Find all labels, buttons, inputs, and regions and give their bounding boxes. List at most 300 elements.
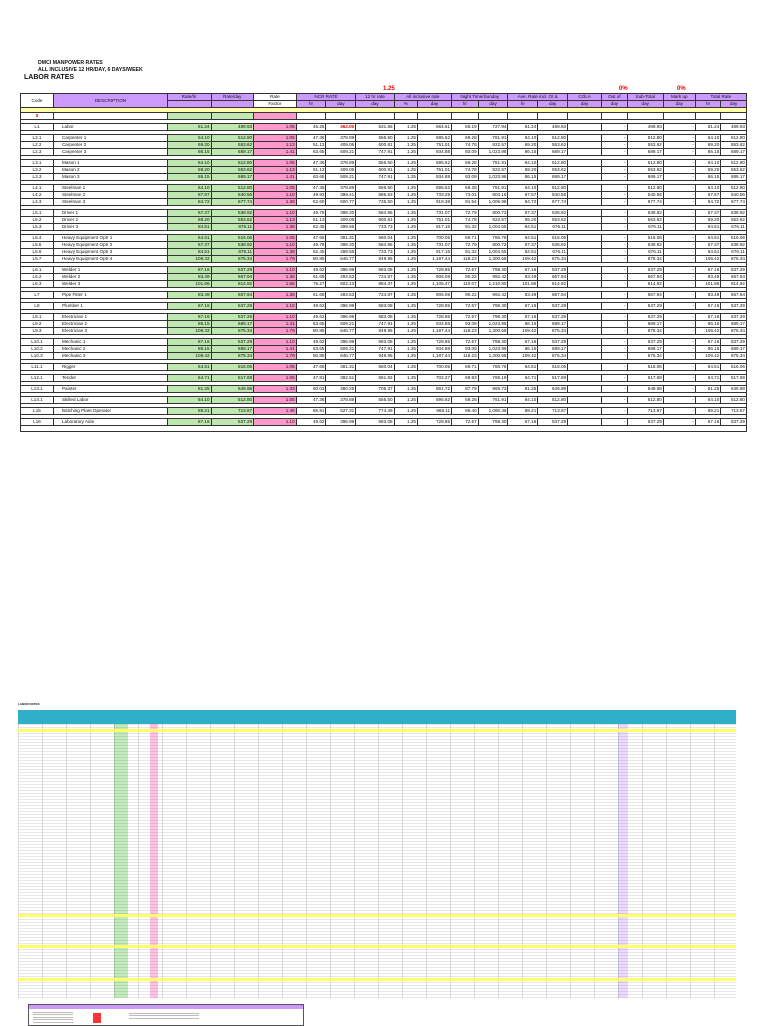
table-cell: 67.16	[508, 267, 538, 274]
table-cell: 72.57	[452, 267, 479, 274]
table-cell: 84.72	[695, 199, 721, 206]
table-cell: 1,004.55	[478, 224, 508, 231]
table-cell: 509.21	[326, 321, 356, 328]
table-cell: -	[663, 408, 695, 415]
table-cell: 512.80	[538, 160, 568, 167]
table-cell: 649.98	[211, 386, 254, 393]
table-cell: 747.91	[356, 346, 394, 353]
table-cell: 516.06	[627, 235, 663, 242]
table-cell: 1.05	[254, 124, 297, 131]
table-cell: 90.22	[452, 274, 479, 281]
table-cell	[568, 397, 602, 404]
table-row	[21, 167, 747, 174]
table-cell: 1.41	[254, 149, 297, 156]
table-cell: 689.17	[721, 321, 747, 328]
table-cell	[568, 353, 602, 360]
summary-thumbnail-text	[129, 1013, 199, 1019]
table-cell: 1.05	[254, 364, 297, 371]
table-cell: Driver 3	[53, 224, 167, 231]
table-cell: 67.16	[167, 339, 211, 346]
table-cell: 733.29	[417, 192, 451, 199]
table-cell: 1.25	[394, 328, 417, 335]
table-cell: 649.98	[538, 386, 568, 393]
table-cell: -	[602, 314, 628, 321]
table-cell: 1,105.47	[417, 281, 451, 288]
table-cell: 396.99	[326, 267, 356, 274]
table-cell: Rigger	[53, 364, 167, 371]
table-cell: 84.51	[167, 224, 211, 231]
table-cell: 516.06	[721, 235, 747, 242]
table-cell: 509.21	[326, 149, 356, 156]
table-cell: 917.16	[417, 224, 451, 231]
table-cell: 61.69	[296, 292, 326, 299]
table-cell: 84.51	[695, 249, 721, 256]
table-cell: 101.86	[167, 281, 211, 288]
table-cell: 700.05	[417, 235, 451, 242]
table-cell: 537.29	[721, 314, 747, 321]
header-rate-day: Rate/day	[211, 94, 254, 101]
table-cell: -	[663, 192, 695, 199]
table-cell: 512.80	[721, 185, 747, 192]
table-cell: L11.1	[21, 364, 54, 371]
header-mark-day: day	[663, 101, 695, 108]
table-cell: 538.92	[211, 210, 254, 217]
table-cell: 1.25	[394, 314, 417, 321]
table-cell: 1.38	[254, 249, 297, 256]
table-cell: 499.56	[326, 249, 356, 256]
table-cell: 689.17	[538, 321, 568, 328]
table-cell: 110.07	[452, 281, 479, 288]
table-cell: 949.95	[356, 353, 394, 360]
header-rate-factor: Rate	[254, 94, 297, 101]
table-row	[21, 408, 747, 415]
table-cell: 906.08	[417, 274, 451, 281]
table-cell: 747.91	[356, 149, 394, 156]
table-cell: 731.07	[417, 242, 451, 249]
table-cell: -	[602, 292, 628, 299]
table-cell: 69.20	[167, 217, 211, 224]
table-cell: 489.93	[627, 124, 663, 131]
table-cell: 489.93	[211, 124, 254, 131]
marker-125: 1.25	[383, 86, 395, 92]
table-cell: 875.34	[211, 256, 254, 263]
table-cell: Driver 2	[53, 217, 167, 224]
header-ave-rate: Ave. Rate incl. Ot &	[508, 94, 568, 101]
table-cell	[568, 419, 602, 426]
table-cell: Mason 3	[53, 174, 167, 181]
table-cell: 689.17	[627, 346, 663, 353]
table-cell: 676.11	[211, 249, 254, 256]
table-cell: 689.17	[721, 174, 747, 181]
table-cell: 81.25	[695, 386, 721, 393]
table-cell: 64.71	[508, 375, 538, 382]
table-cell: -	[663, 292, 695, 299]
table-cell: 83.49	[695, 292, 721, 299]
table-cell: 67.57	[695, 192, 721, 199]
table-cell: 69.20	[508, 217, 538, 224]
table-cell: 64.10	[167, 397, 211, 404]
table-cell: 537.29	[627, 303, 663, 310]
table-cell: 69.20	[695, 167, 721, 174]
table-cell: 93.09	[452, 149, 479, 156]
table-cell: -	[663, 167, 695, 174]
thumbnail-section-band	[18, 978, 736, 981]
table-cell: 906.08	[417, 292, 451, 299]
table-cell: 583.08	[356, 314, 394, 321]
table-cell: 689.17	[211, 174, 254, 181]
table-cell: -	[602, 386, 628, 393]
table-cell: -	[663, 346, 695, 353]
table-cell: -	[602, 217, 628, 224]
table-cell: 396.99	[326, 339, 356, 346]
table-cell: 72.57	[452, 419, 479, 426]
table-cell: L10.3	[21, 353, 54, 360]
table-cell: 67.37	[508, 210, 538, 217]
table-cell: 64.10	[167, 135, 211, 142]
table-cell: 86.15	[508, 346, 538, 353]
table-cell: 934.88	[417, 174, 451, 181]
table-cell: 766.76	[478, 364, 508, 371]
table-cell: -	[663, 210, 695, 217]
header-12hr-rate: 12 hr rate	[356, 94, 394, 101]
table-cell	[568, 199, 602, 206]
table-cell: 61.24	[508, 124, 538, 131]
table-cell: 934.88	[417, 321, 451, 328]
table-cell: -	[663, 242, 695, 249]
table-cell: 378.89	[326, 160, 356, 167]
table-cell: 875.34	[721, 328, 747, 335]
table-cell: 1,006.98	[478, 199, 508, 206]
table-cell: 80.85	[296, 256, 326, 263]
header-sub-day: day	[627, 101, 663, 108]
table-cell: 553.62	[627, 142, 663, 149]
summary-thumbnail	[28, 1004, 304, 1026]
table-cell: 1.41	[254, 321, 297, 328]
table-cell	[568, 346, 602, 353]
table-cell: L5.4	[21, 235, 54, 242]
table-cell: 1.36	[254, 292, 297, 299]
table-row	[21, 185, 747, 192]
table-cell: 396.99	[326, 303, 356, 310]
header-out-day: day	[602, 101, 628, 108]
table-cell: -	[602, 242, 628, 249]
table-cell: 700.05	[417, 364, 451, 371]
table-cell: 798.30	[478, 419, 508, 426]
table-cell: 747.91	[356, 174, 394, 181]
table-cell: 695.62	[417, 160, 451, 167]
table-cell: L4.1	[21, 185, 54, 192]
table-cell: L4.3	[21, 199, 54, 206]
table-cell: 538.92	[627, 210, 663, 217]
table-cell: Plumber 1	[53, 303, 167, 310]
table-cell: -	[663, 274, 695, 281]
table-cell: 646.77	[326, 353, 356, 360]
table-cell: 62.45	[296, 249, 326, 256]
table-cell: 735.50	[356, 199, 394, 206]
table-cell: 814.92	[721, 281, 747, 288]
table-cell: 537.29	[211, 339, 254, 346]
table-cell: 69.93	[452, 375, 479, 382]
table-cell: -	[602, 149, 628, 156]
table-cell: 822.57	[478, 142, 508, 149]
table-cell: 727.94	[478, 124, 508, 131]
thumbnail-grid	[18, 724, 736, 998]
table-cell: -	[663, 185, 695, 192]
table-cell: 69.71	[452, 364, 479, 371]
table-cell: 689.17	[721, 149, 747, 156]
table-cell: 676.11	[538, 224, 568, 231]
table-cell: 766.76	[478, 235, 508, 242]
table-cell: 409.06	[326, 142, 356, 149]
table-cell: 1.25	[394, 174, 417, 181]
table-cell	[568, 242, 602, 249]
table-cell: 1.38	[254, 224, 297, 231]
table-cell: L6.3	[21, 281, 54, 288]
table-cell: 69.28	[452, 160, 479, 167]
table-cell: -	[663, 339, 695, 346]
table-cell: 109.42	[508, 353, 538, 360]
table-cell: 67.16	[695, 267, 721, 274]
table-cell: 72.57	[452, 314, 479, 321]
table-cell: 556.50	[356, 397, 394, 404]
table-cell: 1.25	[394, 242, 417, 249]
table-cell: L4.2	[21, 192, 54, 199]
header-all-pct: %	[394, 101, 417, 108]
table-cell	[568, 210, 602, 217]
table-cell: 509.21	[326, 174, 356, 181]
header-ave-hr: hr	[508, 101, 538, 108]
table-row	[21, 249, 747, 256]
header-code: Code	[21, 94, 54, 108]
table-cell: 728.85	[417, 339, 451, 346]
table-cell: Heavy Equipment Optr 1	[53, 235, 167, 242]
table-cell: 537.29	[627, 314, 663, 321]
table-cell: 49.78	[296, 242, 326, 249]
table-cell: 537.29	[211, 419, 254, 426]
table-cell: 538.92	[627, 242, 663, 249]
table-cell: 109.42	[695, 256, 721, 263]
table-cell: 992.42	[478, 292, 508, 299]
marker-0-b: 0%	[677, 86, 686, 92]
thumbnail-section-band	[18, 914, 736, 917]
summary-thumbnail-lines	[33, 1012, 73, 1023]
table-cell: 761.91	[478, 135, 508, 142]
table-cell	[568, 135, 602, 142]
table-cell: 676.11	[627, 249, 663, 256]
table-cell: 553.62	[538, 142, 568, 149]
table-cell: 64.10	[167, 185, 211, 192]
table-cell: Steelman 1	[53, 185, 167, 192]
table-cell: 677.74	[627, 199, 663, 206]
table-row	[21, 397, 747, 404]
table-cell: 512.80	[211, 135, 254, 142]
table-cell: 731.07	[417, 210, 451, 217]
table-row	[21, 339, 747, 346]
table-cell: 1.10	[254, 267, 297, 274]
table-cell: 67.16	[508, 339, 538, 346]
table-cell: 381.31	[326, 235, 356, 242]
table-cell: 917.16	[417, 249, 451, 256]
table-cell: 75.27	[296, 281, 326, 288]
table-cell: 814.92	[538, 281, 568, 288]
table-cell: 101.86	[508, 281, 538, 288]
table-cell: 86.15	[695, 149, 721, 156]
table-cell: Mechanic 3	[53, 353, 167, 360]
table-row	[21, 192, 747, 199]
table-cell: 1.25	[394, 256, 417, 263]
table-cell: -	[602, 199, 628, 206]
table-cell: 667.94	[538, 292, 568, 299]
table-cell: 1.79	[254, 256, 297, 263]
table-cell: 803.16	[478, 192, 508, 199]
table-cell: 527.31	[326, 408, 356, 415]
table-cell: 553.62	[211, 217, 254, 224]
header-ncr-rate: NCR RATE	[296, 94, 356, 101]
table-cell: 86.15	[508, 149, 538, 156]
table-cell: 96.40	[452, 408, 479, 415]
table-cell: 499.56	[326, 224, 356, 231]
table-cell: 1,023.96	[478, 149, 508, 156]
table-cell: 992.42	[478, 274, 508, 281]
table-cell: -	[663, 397, 695, 404]
table-cell: 83.49	[167, 274, 211, 281]
thumbnail-header-band	[18, 710, 736, 724]
table-cell: 83.49	[508, 292, 538, 299]
table-cell: -	[663, 149, 695, 156]
header-description: DESCRIPTION	[53, 94, 167, 108]
table-cell: -	[663, 235, 695, 242]
table-cell: 677.74	[538, 199, 568, 206]
table-row	[21, 124, 747, 131]
table-row	[21, 149, 747, 156]
table-cell: 689.17	[627, 174, 663, 181]
table-cell: 1.10	[254, 210, 297, 217]
table-cell: 512.80	[627, 185, 663, 192]
table-cell: 538.92	[538, 210, 568, 217]
table-cell: 561.82	[356, 375, 394, 382]
table-cell: 537.29	[627, 339, 663, 346]
table-cell: 69.28	[452, 397, 479, 404]
table-cell: 774.49	[356, 408, 394, 415]
table-cell: L8	[21, 303, 54, 310]
table-cell: 1.13	[254, 217, 297, 224]
table-cell: 64.51	[167, 235, 211, 242]
table-cell: L2.2	[21, 142, 54, 149]
table-cell: 676.11	[538, 249, 568, 256]
table-cell: 713.67	[211, 408, 254, 415]
table-cell: 934.88	[417, 346, 451, 353]
table-cell: 90.22	[452, 292, 479, 299]
table-cell: -	[602, 364, 628, 371]
table-cell: 1.25	[394, 346, 417, 353]
table-cell: 1.25	[394, 199, 417, 206]
table-cell	[568, 256, 602, 263]
table-cell: 49.62	[296, 314, 326, 321]
table-cell: 667.94	[721, 274, 747, 281]
table-cell: 109.42	[508, 328, 538, 335]
table-cell: 1,300.58	[478, 328, 508, 335]
table-cell: 676.11	[211, 224, 254, 231]
table-cell: 689.17	[538, 174, 568, 181]
table-cell: 51.13	[296, 167, 326, 174]
table-cell: 814.92	[627, 281, 663, 288]
table-row	[21, 135, 747, 142]
table-cell: -	[602, 328, 628, 335]
table-cell: 1,060.36	[478, 408, 508, 415]
table-cell: 1.25	[394, 281, 417, 288]
table-cell: 47.36	[296, 135, 326, 142]
table-cell: 512.80	[721, 160, 747, 167]
table-cell: 646.77	[326, 328, 356, 335]
table-cell: 49.62	[296, 419, 326, 426]
table-cell: 500.77	[326, 199, 356, 206]
table-cell: 74.78	[452, 217, 479, 224]
table-cell: -	[663, 199, 695, 206]
table-cell: 875.34	[721, 353, 747, 360]
table-cell: 83.49	[695, 274, 721, 281]
table-cell: L2.1	[21, 135, 54, 142]
table-cell: 586.63	[356, 192, 394, 199]
table-cell: 84.51	[695, 224, 721, 231]
table-cell: 822.57	[478, 217, 508, 224]
table-cell: 86.15	[167, 321, 211, 328]
table-cell	[568, 160, 602, 167]
table-cell: 584.85	[356, 210, 394, 217]
table-cell: 517.69	[538, 375, 568, 382]
table-cell: 512.80	[627, 397, 663, 404]
table-cell: 934.88	[417, 149, 451, 156]
table-cell: 537.29	[721, 303, 747, 310]
table-cell: 553.62	[211, 167, 254, 174]
table-cell: 512.80	[627, 160, 663, 167]
table-cell: 1.10	[254, 419, 297, 426]
table-cell: 378.89	[326, 397, 356, 404]
table-cell: 67.16	[695, 419, 721, 426]
table-cell: 67.57	[508, 192, 538, 199]
table-cell: 1.25	[394, 167, 417, 174]
table-cell: 537.29	[538, 339, 568, 346]
table-cell: 74.78	[452, 142, 479, 149]
table-cell: 560.04	[356, 235, 394, 242]
table-cell: 69.20	[695, 142, 721, 149]
table-cell: 1,210.80	[478, 281, 508, 288]
table-cell: 649.98	[721, 386, 747, 393]
table-cell: 64.10	[695, 397, 721, 404]
table-cell: 64.71	[167, 375, 211, 382]
table-cell: 537.29	[538, 303, 568, 310]
table-cell: -	[663, 124, 695, 131]
table-cell: 1.05	[254, 135, 297, 142]
table-cell: 91.54	[452, 199, 479, 206]
table-cell: 881.72	[417, 386, 451, 393]
table-cell: 1.25	[394, 386, 417, 393]
table-cell: -	[602, 124, 628, 131]
table-cell: 69.20	[508, 142, 538, 149]
table-row	[21, 274, 747, 281]
table-cell: 1.25	[394, 267, 417, 274]
table-cell: 1.05	[254, 185, 297, 192]
table-row	[21, 267, 747, 274]
thumbnail-section-band	[18, 729, 736, 732]
header-out-of: Out of	[602, 94, 628, 101]
table-cell: 1.05	[254, 160, 297, 167]
table-cell: 51.13	[296, 142, 326, 149]
table-cell: -	[663, 303, 695, 310]
table-cell: 1.25	[394, 364, 417, 371]
table-cell: Electrician 2	[53, 321, 167, 328]
table-cell: 602.13	[326, 281, 356, 288]
table-cell: -	[602, 321, 628, 328]
